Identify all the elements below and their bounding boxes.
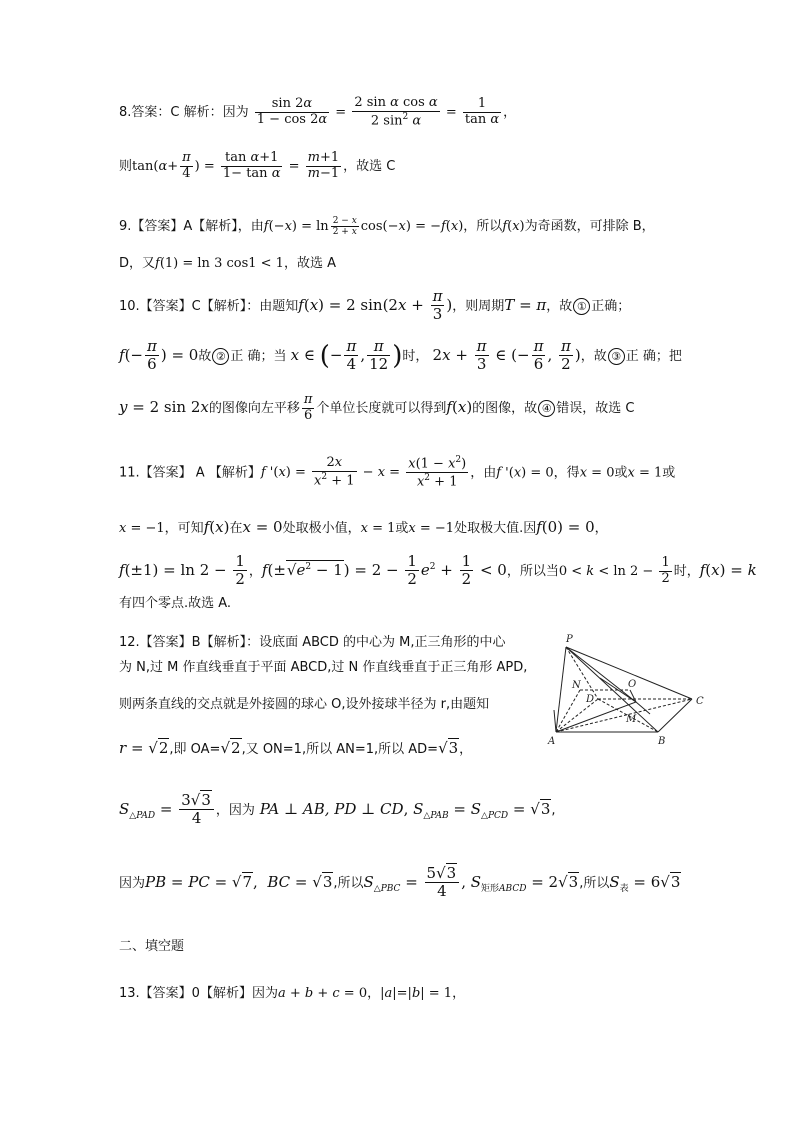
label-C: C	[696, 696, 704, 707]
label-O: O	[628, 679, 637, 690]
q11-line1: 11.【答案】 A 【解析】f '(x) = $\frac{2x}{x^2 + 1}$ − x = $\frac{x(1 - x^2)}{x^2 + 1}$ ，由f '(x) = 0，得x = 0或x = 1或	[119, 455, 676, 490]
label-P: P	[566, 634, 573, 645]
q10-line2: f(− $\frac{\pi}{6}$ ) = 0故 ② 正 确；当 x ∈ (− $\frac{\pi}{4}$ , $\frac{\pi}{12}$ )时， 2x + $\frac{\pi}{3}$ ∈ (− $\frac{\pi}{6}$ , $\frac{\pi}{2}$ )，故 ③ 正 确；把	[119, 337, 682, 374]
q9-line2: D，又f(1) = ln 3 cos1 < 1，故选 A	[119, 256, 336, 271]
q9-formula: f(−x) = ln $\frac{2 - x}{2 + x}$ cos(−x) = −f(x)	[263, 215, 464, 237]
q10-line3: y = 2 sin 2x的图像向左平移 $\frac{\pi}{6}$ 个单位长度就可以得到f(x)的图像，故 ④ 错误，故选 C	[119, 392, 635, 423]
q8-formula2: tan(α+ $\frac{\pi}{4}$ ) = $\frac{\text{tan α+1}}{\text{1− tan α}}$ = $\frac{m+1}{m-1}$	[132, 150, 340, 181]
q12-line2: 为 N,过 M 作直线垂直于平面 ABCD,过 N 作直线垂直于正三角形 APD,	[119, 660, 528, 675]
label-D: D	[586, 694, 595, 705]
q11-line2: x = −1，可知f(x)在x = 0处取极小值，x = 1或x = −1处取极大值.因f(0) = 0，	[119, 518, 608, 536]
q12-line6: 因为PB = PC = √7, BC = √3,所以$S_{\triangle PBC}$ = $\frac{5√3}{4}$ , $S_{矩形ABCD} = 2√3$,所以$S_表 = 6√3$	[119, 864, 681, 901]
label-M: M	[626, 714, 637, 725]
q8-line2: 则tan(α+ $\frac{\pi}{4}$ ) = $\frac{\text{tan α+1}}{\text{1− tan α}}$ = $\frac{m+1}{m-1}$ ，故选 C	[119, 150, 396, 181]
section-heading: 二、填空题	[119, 939, 185, 954]
q12-line5: $S_{\triangle PAD}$ = $\frac{3√3}{4}$ ，因为 PA ⊥ AB, PD ⊥ CD, $S_{\triangle PAB} = S_{\triangle PCD} = √3$,	[119, 791, 556, 828]
q8-line1	[119, 96, 516, 129]
q12-line4: r = √2,即 OA=√2,又 ON=1,所以 AN=1,所以 AD=√3，	[119, 739, 473, 757]
q13-line1: 13.【答案】0【解析】因为a + b + c = 0，|a|=|b| = 1，	[119, 986, 466, 1001]
pyramid-figure	[540, 632, 720, 752]
q9-line1: 9.【答案】A【解析】，由f(−x) = ln $\frac{2 - x}{2 + x}$ cos(−x) = −f(x)，所以f(x)为奇函数，可排除 B，	[119, 215, 655, 237]
label-B: B	[658, 736, 666, 747]
q8-formula: $\frac{\sin 2\alpha}{1 - \cos 2\alpha}$ = $\frac{\text{2 sin α cos α}}{2 \sin^2 \alpha}$ = $\frac{1}{\text{tan α}}$ ，	[256, 95, 517, 129]
label-A: A	[548, 736, 556, 747]
label-N: N	[572, 680, 581, 691]
q11-line3: f(±1) = ln 2 − $\frac{1}{2}$ ，$f(\pm√e^2 - 1) = 2$ − $\frac{1}{2}$ $e^2$ + $\frac{1}{2}$ < 0，所以当0 < k < ln 2 − $\frac{1}{2}$ 时，f(x) = k	[119, 552, 757, 589]
q11-line4: 有四个零点.故选 A.	[119, 596, 232, 611]
q8-head: 8.答案：C 解析：因为	[119, 105, 249, 121]
q12-line3: 则两条直线的交点就是外接圆的球心 O,设外接球半径为 r,由题知	[119, 697, 490, 712]
q12-line1: 12.【答案】B【解析】：设底面 ABCD 的中心为 M,正三角形的中心	[119, 635, 506, 650]
q10-line1: 10.【答案】C【解析】：由题知f(x) = 2 sin(2x + $\frac{\pi}{3}$ )，则周期T = π，故 ① 正确；	[119, 287, 631, 324]
